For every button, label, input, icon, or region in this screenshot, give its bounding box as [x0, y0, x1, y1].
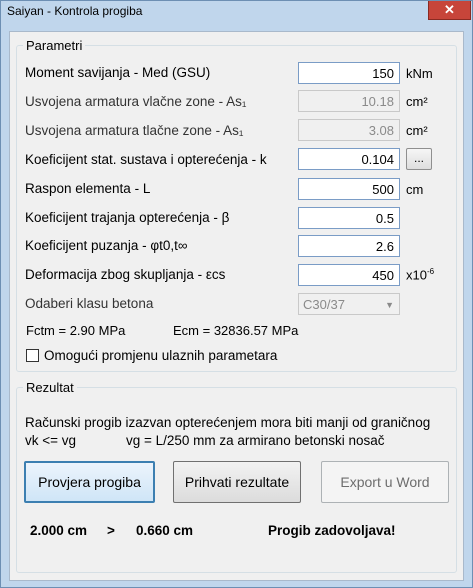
client-area	[9, 31, 464, 581]
as1-unit: cm²	[406, 94, 428, 109]
raspon-input[interactable]: 500	[298, 178, 400, 200]
provjera-progiba-button[interactable]: Provjera progiba	[24, 461, 155, 503]
parametri-group-label: Parametri	[23, 38, 85, 53]
koef-k-label: Koeficijent stat. sustava i opterećenja - k	[25, 152, 267, 167]
export-word-button: Export u Word	[321, 461, 449, 503]
beton-select-value: C30/37	[303, 297, 345, 312]
title-bar[interactable]	[1, 1, 472, 23]
result-vk: 2.000 cm	[30, 523, 88, 538]
close-icon: ✕	[444, 2, 455, 17]
as2-unit: cm²	[406, 123, 428, 138]
koef-k-input[interactable]: 0.104	[298, 148, 400, 170]
skupljanje-input[interactable]: 450	[298, 264, 400, 286]
result-status: Progib zadovoljava!	[268, 523, 396, 538]
as2-label: Usvojena armatura tlačne zone - As₁	[25, 123, 244, 138]
rezultat-group-label: Rezultat	[23, 380, 77, 395]
beton-label: Odaberi klasu betona	[25, 296, 154, 311]
as1-input: 10.18	[298, 90, 400, 112]
fctm-text: Fctm = 2.90 MPa	[26, 323, 126, 338]
as1-label: Usvojena armatura vlačne zone - As₁	[25, 94, 247, 109]
skupljanje-label: Deformacija zbog skupljanja - εcs	[25, 267, 226, 282]
omoguci-checkbox[interactable]	[26, 349, 39, 362]
result-vg: 0.660 cm	[136, 523, 194, 538]
koef-k-browse-button[interactable]: ...	[406, 148, 432, 170]
moment-input[interactable]: 150	[298, 62, 400, 84]
chevron-down-icon: ▼	[385, 300, 394, 310]
puzanje-input[interactable]: 2.6	[298, 235, 400, 257]
close-button[interactable]	[428, 1, 471, 20]
rezultat-message-vk: vk <= vg	[25, 433, 77, 448]
prihvati-rezultate-button[interactable]: Prihvati rezultate	[173, 461, 301, 503]
moment-unit: kNm	[406, 66, 433, 81]
raspon-label: Raspon elementa - L	[25, 181, 151, 196]
skupljanje-unit-exp: -6	[426, 267, 435, 276]
result-operator: >	[107, 523, 115, 538]
rezultat-message-vg: vg = L/250 mm za armirano betonski nosač	[126, 433, 385, 448]
skupljanje-unit	[406, 267, 434, 282]
omoguci-checkbox-label[interactable]: Omogući promjenu ulaznih parametara	[44, 348, 278, 363]
beton-select	[298, 293, 400, 315]
ecm-text: Ecm = 32836.57 MPa	[173, 323, 299, 338]
as2-input: 3.08	[298, 119, 400, 141]
rezultat-message-line1: Računski progib izazvan opterećenjem mora biti manji od graničnog	[25, 415, 431, 430]
raspon-unit: cm	[406, 182, 424, 197]
puzanje-label: Koeficijent puzanja - φt0,t∞	[25, 238, 188, 253]
moment-label: Moment savijanja - Med (GSU)	[25, 65, 211, 80]
beta-label: Koeficijent trajanja opterećenja - β	[25, 210, 230, 225]
skupljanje-unit-base: x10	[406, 267, 427, 283]
window-title: Saiyan - Kontrola progiba	[7, 4, 143, 18]
beta-input[interactable]: 0.5	[298, 207, 400, 229]
